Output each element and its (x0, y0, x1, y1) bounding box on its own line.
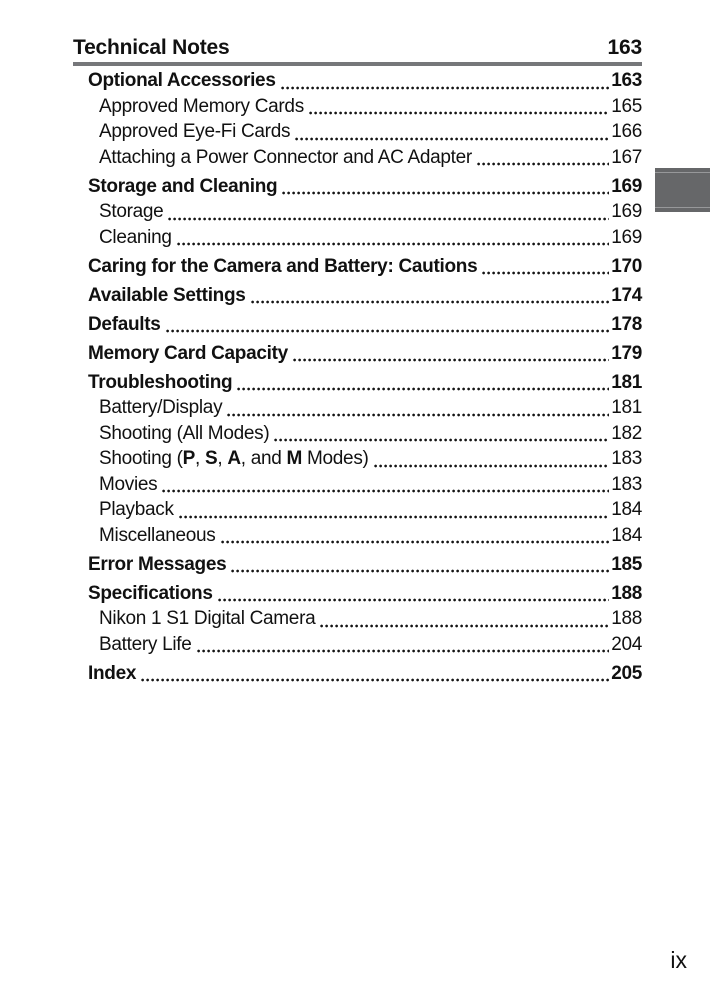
dot-leader (179, 515, 609, 519)
folio-page-number: ix (670, 947, 687, 973)
toc-entry (73, 397, 642, 423)
dot-leader (231, 569, 609, 573)
toc-entry-page-number: 185 (611, 553, 642, 575)
toc-entry (73, 448, 642, 474)
toc-entry-label: Available Settings (88, 284, 246, 306)
toc-entry (73, 583, 642, 609)
toc-entry-page-number: 205 (611, 662, 642, 684)
toc-entry (73, 608, 642, 634)
dot-leader (282, 191, 609, 195)
dot-leader (227, 413, 609, 417)
toc-entry-label: Battery Life (99, 633, 192, 655)
toc-entry-page-number: 166 (611, 121, 642, 142)
toc-entry-page-number: 163 (611, 70, 642, 91)
dot-leader (218, 598, 610, 602)
toc-entry (73, 372, 642, 398)
chapter-title: Technical Notes (73, 36, 230, 59)
toc-entry-page-number: 183 (611, 448, 642, 469)
dot-leader (374, 464, 610, 468)
toc-entry-label: Specifications (88, 582, 213, 604)
dot-leader (295, 137, 609, 141)
toc-entry (73, 343, 642, 369)
toc-entry (73, 314, 642, 340)
toc-entry-page-number: 178 (611, 313, 642, 335)
toc-entry-label: Approved Memory Cards (99, 95, 304, 117)
toc-entry-label: Optional Accessories (88, 70, 276, 91)
toc-entry (73, 70, 642, 96)
toc-entry-page-number: 169 (611, 226, 642, 248)
toc-entry-label: Playback (99, 499, 174, 520)
toc-entry-page-number: 165 (611, 95, 642, 117)
toc-entry-page-number: 170 (611, 255, 642, 277)
chapter-edge-tab (655, 168, 710, 212)
toc-entry (73, 201, 642, 227)
toc-entry-page-number: 174 (611, 284, 642, 306)
toc-entry-page-number: 204 (611, 633, 642, 655)
toc-entry (73, 147, 642, 173)
toc-list (73, 70, 642, 688)
toc-entry-label: Memory Card Capacity (88, 342, 288, 364)
dot-leader (482, 271, 609, 275)
dot-leader (141, 678, 609, 682)
toc-entry-page-number: 181 (611, 397, 642, 418)
toc-entry-page-number: 188 (611, 582, 642, 604)
dot-leader (274, 438, 609, 442)
toc-entry-label: Movies (99, 473, 158, 495)
toc-entry-label: Troubleshooting (88, 371, 233, 393)
chapter-header (73, 36, 642, 66)
toc-entry (73, 96, 642, 122)
toc-entry (73, 525, 642, 551)
dot-leader (168, 217, 609, 221)
dot-leader (477, 162, 609, 166)
toc-entry-label: Caring for the Camera and Battery: Cautions (88, 255, 478, 277)
toc-entry-label: Index (88, 662, 137, 684)
toc-entry-label: Approved Eye-Fi Cards (99, 121, 291, 142)
toc-entry (73, 499, 642, 525)
toc-entry-page-number: 169 (611, 175, 642, 197)
dot-leader (309, 111, 609, 115)
toc-entry-label: Storage and Cleaning (88, 175, 278, 197)
dot-leader (251, 300, 610, 304)
toc-entry (73, 474, 642, 500)
toc-entry-label: Nikon 1 S1 Digital Camera (99, 608, 316, 629)
dot-leader (166, 329, 610, 333)
toc-entry (73, 634, 642, 660)
toc-entry-label: Shooting (All Modes) (99, 422, 270, 444)
toc-entry-label: Miscellaneous (99, 524, 216, 546)
toc-entry-label: Cleaning (99, 226, 172, 248)
toc-entry (73, 176, 642, 202)
dot-leader (237, 387, 609, 391)
toc-entry (73, 423, 642, 449)
toc-entry (73, 663, 642, 689)
toc-entry-page-number: 183 (611, 473, 642, 495)
toc-entry-label: Error Messages (88, 553, 227, 575)
toc-entry-page-number: 167 (611, 146, 642, 168)
toc-entry-page-number: 179 (611, 342, 642, 364)
toc-entry (73, 121, 642, 147)
dot-leader (162, 489, 609, 493)
toc-entry (73, 285, 642, 311)
toc-entry-label: Defaults (88, 313, 161, 335)
chapter-start-page-number: 163 (607, 36, 642, 59)
toc-entry-page-number: 184 (611, 524, 642, 546)
dot-leader (221, 540, 610, 544)
dot-leader (197, 649, 610, 653)
dot-leader (281, 86, 610, 90)
toc-entry (73, 256, 642, 282)
toc-entry-page-number: 181 (611, 371, 642, 393)
toc-entry-page-number: 182 (611, 422, 642, 444)
toc-entry-page-number: 188 (611, 608, 642, 629)
toc-entry-label: Storage (99, 201, 164, 222)
toc-entry-label: Attaching a Power Connector and AC Adapter (99, 146, 472, 168)
toc-entry-label: Shooting (P, S, A, and M Modes) (99, 448, 369, 469)
dot-leader (177, 242, 610, 246)
dot-leader (320, 624, 609, 628)
toc-entry-page-number: 169 (611, 201, 642, 222)
toc-entry (73, 554, 642, 580)
toc-entry-label: Battery/Display (99, 397, 223, 418)
toc-entry (73, 227, 642, 253)
toc-entry-page-number: 184 (611, 499, 642, 520)
dot-leader (293, 358, 609, 362)
